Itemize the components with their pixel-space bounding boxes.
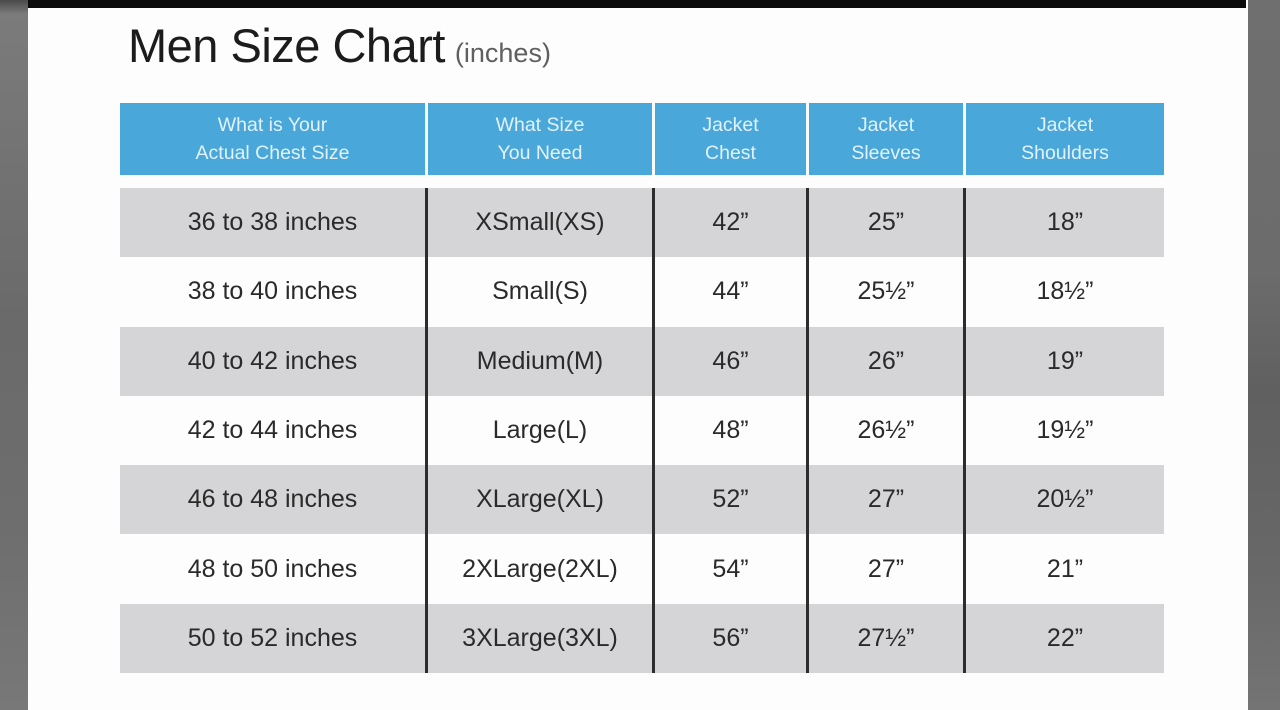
cell-size-name: Medium(M) [425, 327, 652, 396]
table-header-row [120, 103, 1164, 175]
cell-jacket-shoulders: 22” [963, 604, 1164, 673]
column-header-size-you-need [425, 103, 652, 175]
table-row [120, 534, 1164, 603]
cell-size-name: 3XLarge(3XL) [425, 604, 652, 673]
cell-jacket-chest: 54” [652, 534, 806, 603]
page-title: Men Size Chart [128, 19, 445, 72]
cell-jacket-sleeves: 25½” [806, 257, 963, 326]
cell-chest-range: 46 to 48 inches [187, 485, 358, 514]
table-row [120, 257, 1164, 326]
cell-jacket-shoulders: 19” [963, 327, 1164, 396]
top-letterbox-bar [28, 0, 1246, 8]
cell-jacket-chest: 44” [652, 257, 806, 326]
column-header-jacket-chest [652, 103, 806, 175]
cell-jacket-shoulders: 20½” [963, 465, 1164, 534]
cell-size-name: Small(S) [425, 257, 652, 326]
cell-jacket-chest: 46” [652, 327, 806, 396]
cell-jacket-chest: 52” [652, 465, 806, 534]
header-line: What is Your [217, 114, 328, 136]
column-header-jacket-sleeves [806, 103, 963, 175]
header-line: Jacket [702, 114, 759, 136]
header-line: What Size [495, 114, 585, 136]
cell-size-name: 2XLarge(2XL) [425, 534, 652, 603]
cell-jacket-sleeves: 26” [806, 327, 963, 396]
header-line: You Need [497, 142, 583, 164]
table-row [120, 396, 1164, 465]
column-header-jacket-shoulders [963, 103, 1164, 175]
cell-chest-range: 50 to 52 inches [187, 623, 358, 652]
cell-size-name: Large(L) [425, 396, 652, 465]
men-size-table [120, 103, 1164, 673]
title-block [128, 18, 551, 73]
cell-chest-range: 38 to 40 inches [187, 277, 358, 306]
right-letterbox-bar [1248, 0, 1280, 710]
table-row [120, 465, 1164, 534]
cell-jacket-shoulders: 21” [963, 534, 1164, 603]
cell-jacket-sleeves: 27” [806, 465, 963, 534]
header-line: Sleeves [851, 142, 921, 164]
left-letterbox-bar [0, 0, 28, 710]
cell-chest-range: 36 to 38 inches [187, 208, 358, 237]
table-body [120, 188, 1164, 673]
cell-jacket-chest: 42” [652, 188, 806, 257]
cell-chest-range: 40 to 42 inches [187, 346, 358, 375]
cell-jacket-shoulders: 19½” [963, 396, 1164, 465]
header-line: Chest [705, 142, 756, 164]
table-row [120, 604, 1164, 673]
header-line: Jacket [1036, 114, 1094, 136]
cell-jacket-shoulders: 18” [963, 188, 1164, 257]
cell-jacket-chest: 56” [652, 604, 806, 673]
cell-chest-range: 48 to 50 inches [187, 554, 358, 583]
cell-jacket-sleeves: 26½” [806, 396, 963, 465]
cell-jacket-chest: 48” [652, 396, 806, 465]
column-header-actual-chest-size [120, 103, 425, 175]
cell-jacket-sleeves: 25” [806, 188, 963, 257]
cell-chest-range: 42 to 44 inches [187, 415, 358, 444]
header-line: Shoulders [1021, 142, 1109, 164]
cell-jacket-shoulders: 18½” [963, 257, 1164, 326]
cell-jacket-sleeves: 27” [806, 534, 963, 603]
cell-size-name: XSmall(XS) [425, 188, 652, 257]
cell-size-name: XLarge(XL) [425, 465, 652, 534]
table-row [120, 327, 1164, 396]
header-line: Actual Chest Size [195, 142, 350, 164]
title-unit-label: (inches) [454, 38, 551, 68]
table-row [120, 188, 1164, 257]
header-line: Jacket [857, 114, 915, 136]
cell-jacket-sleeves: 27½” [806, 604, 963, 673]
